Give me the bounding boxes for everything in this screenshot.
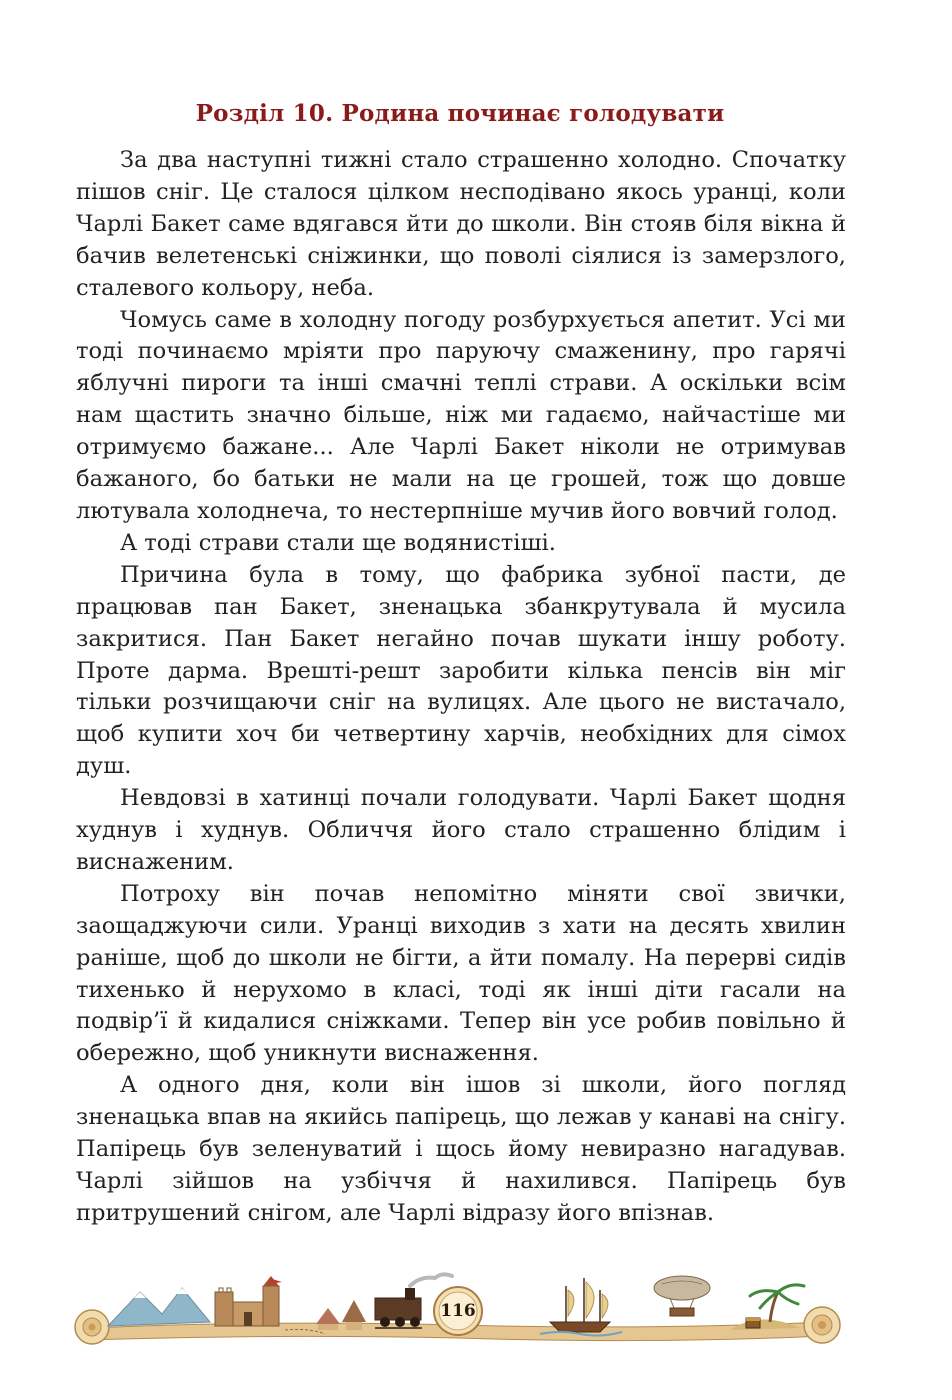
paragraph: Чомусь саме в холодну погоду розбурхується апетит. Усі ми тоді починаємо мріяти про паруючу смаженину, про гарячі яблучні пироги та інші смачні теплі страви. А оскільки всім нам щастить значно більше, ніж ми гадаємо, найчастіше ми отримуємо бажане... Але Чарлі Бакет ніколи не отримував бажаного, бо батьки не мали на це грошей, тож що довше лютувала холоднеча, то нестерпніше мучив його вовчий голод. — [76, 306, 846, 524]
decorative-footer — [70, 1270, 845, 1350]
paragraph: Невдовзі в хатинці почали голодувати. Чарлі Бакет щодня худнув і худнув. Обличчя його стало страшенно блідим і виснаженим. — [76, 785, 846, 875]
chapter-title: Розділ 10. Родина починає голодувати — [195, 100, 725, 127]
paragraph: А одного дня, коли він ішов зі школи, його погляд зненацька впав на якийсь папірець, що лежав у канаві на снігу. Папірець був зеленуватий і щось йому невиразно нагадував. Чарлі зійшов на узбіччя й нахилився. Папірець був притрушений снігом, але Чарлі відразу його впізнав. — [76, 1072, 846, 1226]
paragraph: А тоді страви стали ще водянистіші. — [120, 529, 556, 556]
airship-icon — [654, 1276, 710, 1316]
page-number: 116 — [440, 1301, 476, 1321]
mountains-icon — [108, 1288, 210, 1326]
paragraph: Причина була в тому, що фабрика зубної пасти, де працював пан Бакет, зненацька збанкрутувала й мусила закритися. Пан Бакет негайно почав шукати іншу роботу. Проте дарма. Врешті-решт заробити кілька пенсів він міг тільки розчищаючи сніг на вулицях. Але цього не вистачало, щоб купити хоч би четвертину харчів, необхідних для сімох душ. — [76, 561, 846, 780]
paragraph: За два наступні тижні стало страшенно холодно. Спочатку пішов сніг. Це сталося цілком несподівано якось уранці, коли Чарлі Бакет саме вдягався йти до школи. Він стояв біля вікна й бачив велетенські сніжинки, що поволі сіялися із замерзлого, сталевого кольору, неба. — [76, 147, 846, 301]
castle-icon — [215, 1276, 282, 1326]
body-text — [76, 145, 846, 1230]
paragraph: Потроху він почав непомітно міняти свої звички, заощаджуючи сили. Уранці виходив з хати на десять хвилин раніше, щоб до школи не бігти, а йти помалу. На перерві сидів тихенько й нерухомо в класі, тоді як інші діти гасали на подвір’ї й кидалися сніжками. Тепер він усе робив повільно й обережно, щоб уникнути виснаження. — [76, 880, 846, 1067]
